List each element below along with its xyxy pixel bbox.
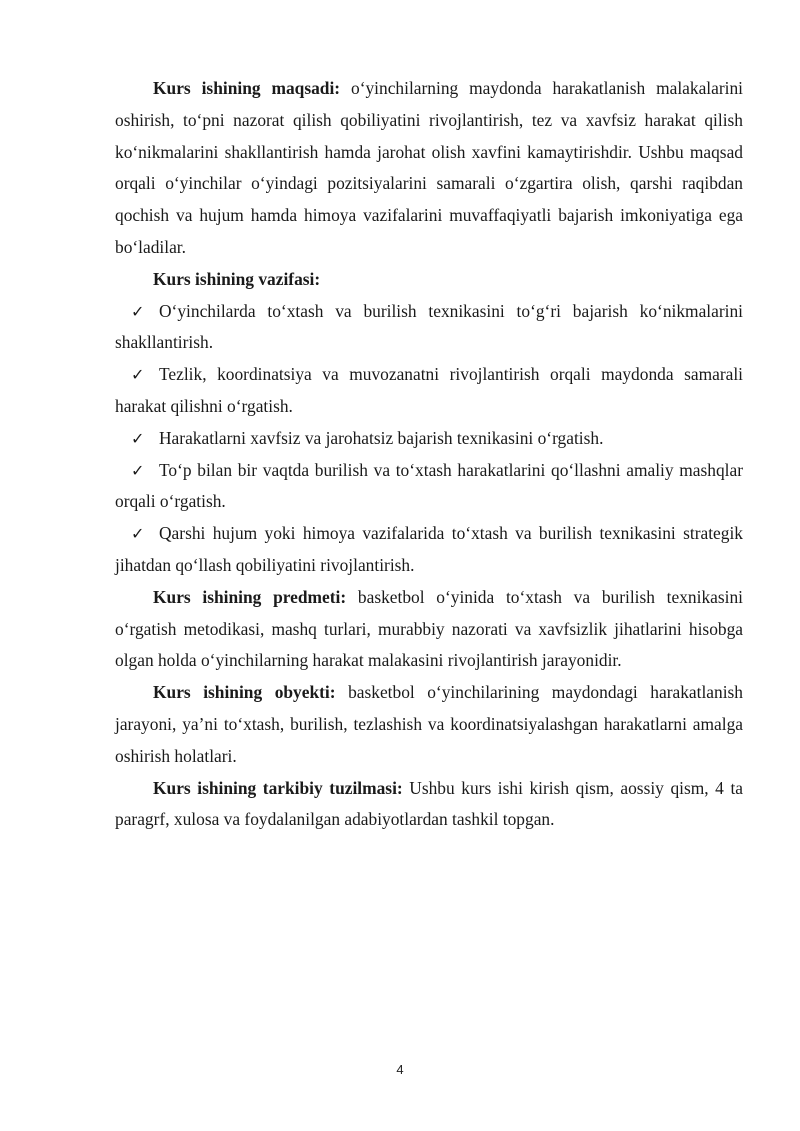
task-item (115, 455, 743, 519)
task-item (115, 296, 743, 360)
paragraph-object (115, 677, 743, 772)
checkmark-icon: ✓ (131, 460, 145, 480)
paragraph-structure (115, 773, 743, 837)
task-text: O‘yinchilarda to‘xtash va burilish texnikasini to‘g‘ri bajarish ko‘nikmalarini shakllantirish. (115, 300, 743, 353)
paragraph-goal (115, 73, 743, 264)
subject-text: basketbol o‘yinida to‘xtash va burilish texnikasini o‘rgatish metodikasi, mashq turlari, murabbiy nazorati va xavfsizlik jihatlarini hisobga olgan holda o‘yinchilarning harakat malakasini rivojlantirish jarayonidir. (115, 586, 743, 671)
object-text: basketbol o‘yinchilarining maydondagi harakatlanish jarayoni, ya’ni to‘xtash, burilish, tezlashish va koordinatsiyalashgan harakatlarni amalga oshirish holatlari. (115, 682, 743, 766)
task-text: Qarshi hujum yoki himoya vazifalarida to‘xtash va burilish texnikasini strategik jihatdan qo‘llash qobiliyatini rivojlantirish. (115, 523, 743, 575)
paragraph-tasks-heading (115, 264, 743, 296)
checkmark-icon: ✓ (131, 301, 145, 321)
task-text: To‘p bilan bir vaqtda burilish va to‘xtash harakatlarini qo‘llashni amaliy mashqlar orqali o‘rgatish. (115, 459, 743, 512)
checkmark-icon: ✓ (131, 524, 145, 544)
checkmark-icon: ✓ (131, 428, 145, 448)
document-page (115, 73, 743, 836)
task-text: Tezlik, koordinatsiya va muvozanatni rivojlantirish orqali maydonda samarali harakat qilishni o‘rgatish. (115, 364, 743, 416)
checkmark-icon: ✓ (131, 365, 145, 385)
task-item (115, 423, 743, 455)
structure-text: Ushbu kurs ishi kirish qism, aossiy qism, 4 ta paragrf, xulosa va foydalanilgan adabiyotlardan tashkil topgan. (115, 777, 743, 830)
task-text: Harakatlarni xavfsiz va jarohatsiz bajarish texnikasini o‘rgatish. (159, 427, 604, 448)
structure-label: Kurs ishining tarkibiy tuzilmasi: (153, 777, 403, 798)
object-label: Kurs ishining obyekti: (153, 682, 336, 703)
tasks-label: Kurs ishining vazifasi: (153, 268, 321, 289)
page-number: 4 (396, 1062, 404, 1077)
task-item (115, 518, 743, 582)
goal-text: o‘yinchilarning maydonda harakatlanish malakalarini oshirish, to‘pni nazorat qilish qobiliyatini rivojlantirish, tez va xavfsiz harakat qilish ko‘nikmalarini shakllantirish hamda jarohat olish xavfini kamaytirishdir. Ushbu maqsad orqali o‘yinchilar o‘yindagi pozitsiyalarini samarali o‘zgartira olish, qarshi raqibdan qochish va hujum hamda himoya vazifalarini muvaffaqiyatli bajarish imkoniyatiga ega bo‘ladilar. (115, 78, 744, 257)
paragraph-subject (115, 582, 743, 677)
task-item (115, 359, 743, 423)
subject-label: Kurs ishining predmeti: (153, 586, 347, 607)
goal-label: Kurs ishining maqsadi: (153, 78, 341, 98)
